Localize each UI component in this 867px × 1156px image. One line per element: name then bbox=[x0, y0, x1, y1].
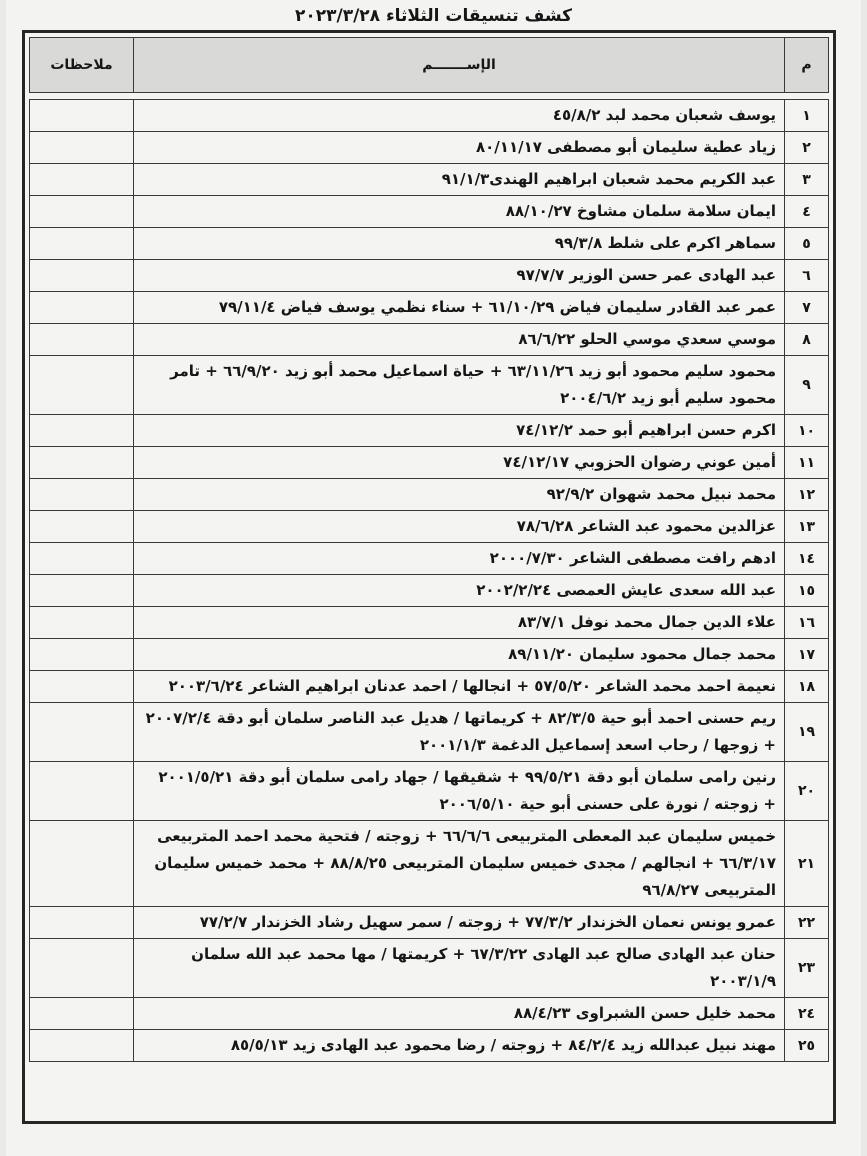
table-row bbox=[30, 415, 829, 447]
table-row bbox=[30, 907, 829, 939]
table-row bbox=[30, 132, 829, 164]
table-row bbox=[30, 511, 829, 543]
row-name: مهند نبيل عبدالله زيد ٨٤/٢/٤ + زوجته / رضا محمود عبد الهادى زيد ٨٥/٥/١٣ bbox=[134, 1030, 785, 1062]
row-name: زياد عطية سليمان أبو مصطفى ٨٠/١١/١٧ bbox=[134, 132, 785, 164]
row-name: ادهم رافت مصطفى الشاعر ٢٠٠٠/٧/٣٠ bbox=[134, 543, 785, 575]
table-row bbox=[30, 762, 829, 821]
table-body bbox=[30, 100, 829, 1062]
row-name: يوسف شعبان محمد لبد ٤٥/٨/٢ bbox=[134, 100, 785, 132]
table-row bbox=[30, 998, 829, 1030]
header-name: الإســـــــم bbox=[134, 38, 785, 93]
row-notes bbox=[30, 1030, 134, 1062]
table-row bbox=[30, 479, 829, 511]
row-name: ايمان سلامة سلمان مشاوخ ٨٨/١٠/٢٧ bbox=[134, 196, 785, 228]
header-notes: ملاحظات bbox=[30, 38, 134, 93]
row-notes bbox=[30, 639, 134, 671]
row-notes bbox=[30, 671, 134, 703]
table-row bbox=[30, 164, 829, 196]
row-name: محمد نبيل محمد شهوان ٩٢/٩/٢ bbox=[134, 479, 785, 511]
table-row bbox=[30, 292, 829, 324]
row-notes bbox=[30, 228, 134, 260]
table-row bbox=[30, 356, 829, 415]
row-notes bbox=[30, 998, 134, 1030]
row-number: ٢ bbox=[785, 132, 829, 164]
row-notes bbox=[30, 939, 134, 998]
row-number: ٢٣ bbox=[785, 939, 829, 998]
row-notes bbox=[30, 762, 134, 821]
row-notes bbox=[30, 324, 134, 356]
row-number: ٤ bbox=[785, 196, 829, 228]
row-number: ١٣ bbox=[785, 511, 829, 543]
row-number: ٢٥ bbox=[785, 1030, 829, 1062]
row-notes bbox=[30, 447, 134, 479]
row-name: سماهر اكرم على شلط ٩٩/٣/٨ bbox=[134, 228, 785, 260]
names-table bbox=[29, 37, 829, 1062]
row-notes bbox=[30, 196, 134, 228]
row-name: عبد الهادى عمر حسن الوزير ٩٧/٧/٧ bbox=[134, 260, 785, 292]
row-name: حنان عبد الهادى صالح عبد الهادى ٦٧/٣/٢٢ + كريمتها / مها محمد عبد الله سلمان ٢٠٠٣/١/٩ bbox=[134, 939, 785, 998]
row-name: ريم حسنى احمد أبو حية ٨٢/٣/٥ + كريماتها / هديل عبد الناصر سلمان أبو دقة ٢٠٠٧/٢/٤ + زوجها / رحاب اسعد إسماعيل الدغمة ٢٠٠١/١/٣ bbox=[134, 703, 785, 762]
row-name: نعيمة احمد محمد الشاعر ٥٧/٥/٢٠ + انجالها / احمد عدنان ابراهيم الشاعر ٢٠٠٣/٦/٢٤ bbox=[134, 671, 785, 703]
row-name: اكرم حسن ابراهيم أبو حمد ٧٤/١٢/٢ bbox=[134, 415, 785, 447]
table-row bbox=[30, 1030, 829, 1062]
row-number: ٢١ bbox=[785, 821, 829, 907]
table-row bbox=[30, 703, 829, 762]
row-notes bbox=[30, 607, 134, 639]
table-row bbox=[30, 543, 829, 575]
row-number: ٢٤ bbox=[785, 998, 829, 1030]
table-row bbox=[30, 821, 829, 907]
header-gap bbox=[30, 93, 829, 100]
row-number: ٨ bbox=[785, 324, 829, 356]
row-notes bbox=[30, 292, 134, 324]
row-notes bbox=[30, 132, 134, 164]
row-number: ٦ bbox=[785, 260, 829, 292]
table-row bbox=[30, 324, 829, 356]
row-number: ٩ bbox=[785, 356, 829, 415]
row-notes bbox=[30, 703, 134, 762]
document-title: كشف تنسيقات الثلاثاء ٢٠٢٣/٣/٢٨ bbox=[294, 6, 573, 26]
row-name: موسي سعدي موسي الحلو ٨٦/٦/٢٢ bbox=[134, 324, 785, 356]
table-row bbox=[30, 607, 829, 639]
row-notes bbox=[30, 356, 134, 415]
row-notes bbox=[30, 907, 134, 939]
row-number: ١٨ bbox=[785, 671, 829, 703]
row-notes bbox=[30, 821, 134, 907]
row-number: ٥ bbox=[785, 228, 829, 260]
row-number: ١٧ bbox=[785, 639, 829, 671]
table-row bbox=[30, 939, 829, 998]
row-number: ١١ bbox=[785, 447, 829, 479]
table-header-row bbox=[30, 38, 829, 93]
row-number: ١٥ bbox=[785, 575, 829, 607]
row-number: ٣ bbox=[785, 164, 829, 196]
header-number: م bbox=[785, 38, 829, 93]
row-notes bbox=[30, 543, 134, 575]
table-row bbox=[30, 260, 829, 292]
row-name: علاء الدين جمال محمد نوفل ٨٣/٧/١ bbox=[134, 607, 785, 639]
table-row bbox=[30, 671, 829, 703]
table-frame bbox=[22, 30, 836, 1124]
row-number: ٢٢ bbox=[785, 907, 829, 939]
row-number: ١٦ bbox=[785, 607, 829, 639]
row-number: ١٠ bbox=[785, 415, 829, 447]
row-number: ١ bbox=[785, 100, 829, 132]
row-notes bbox=[30, 260, 134, 292]
table-row bbox=[30, 100, 829, 132]
row-name: عمرو يونس نعمان الخزندار ٧٧/٣/٢ + زوجته / سمر سهيل رشاد الخزندار ٧٧/٢/٧ bbox=[134, 907, 785, 939]
table-row bbox=[30, 575, 829, 607]
row-notes bbox=[30, 479, 134, 511]
row-name: عمر عبد القادر سليمان فياض ٦١/١٠/٢٩ + سناء نظمي يوسف فياض ٧٩/١١/٤ bbox=[134, 292, 785, 324]
row-name: عزالدين محمود عبد الشاعر ٧٨/٦/٢٨ bbox=[134, 511, 785, 543]
row-number: ١٢ bbox=[785, 479, 829, 511]
row-name: رنين رامى سلمان أبو دقة ٩٩/٥/٢١ + شقيقها / جهاد رامى سلمان أبو دقة ٢٠٠١/٥/٢١ + زوجته / نورة على حسنى أبو حية ٢٠٠٦/٥/١٠ bbox=[134, 762, 785, 821]
row-name: محمد خليل حسن الشبراوى ٨٨/٤/٢٣ bbox=[134, 998, 785, 1030]
row-name: عبد الله سعدى عايش العمصى ٢٠٠٢/٢/٢٤ bbox=[134, 575, 785, 607]
row-notes bbox=[30, 575, 134, 607]
row-notes bbox=[30, 415, 134, 447]
row-name: عبد الكريم محمد شعبان ابراهيم الهندى٩١/١/٣ bbox=[134, 164, 785, 196]
row-notes bbox=[30, 100, 134, 132]
row-number: ١٩ bbox=[785, 703, 829, 762]
row-notes bbox=[30, 511, 134, 543]
row-number: ٧ bbox=[785, 292, 829, 324]
row-name: محمود سليم محمود أبو زيد ٦٣/١١/٢٦ + حياة اسماعيل محمد أبو زيد ٦٦/٩/٢٠ + تامر محمود سليم أبو زيد ٢٠٠٤/٦/٢ bbox=[134, 356, 785, 415]
row-number: ١٤ bbox=[785, 543, 829, 575]
table-row bbox=[30, 639, 829, 671]
table-row bbox=[30, 228, 829, 260]
table-row bbox=[30, 196, 829, 228]
row-number: ٢٠ bbox=[785, 762, 829, 821]
document-page bbox=[6, 0, 861, 1156]
row-name: محمد جمال محمود سليمان ٨٩/١١/٢٠ bbox=[134, 639, 785, 671]
row-name: أمين عوني رضوان الحزوبي ٧٤/١٢/١٧ bbox=[134, 447, 785, 479]
row-name: خميس سليمان عبد المعطى المتربيعى ٦٦/٦/٦ + زوجته / فتحية محمد احمد المتربيعى ٦٦/٣/١٧ + انجالهم / مجدى خميس سليمان المتربيعى ٨٨/٨/٢٥ + محمد خميس سليمان المتربيعى ٩٦/٨/٢٧ bbox=[134, 821, 785, 907]
row-notes bbox=[30, 164, 134, 196]
table-row bbox=[30, 447, 829, 479]
